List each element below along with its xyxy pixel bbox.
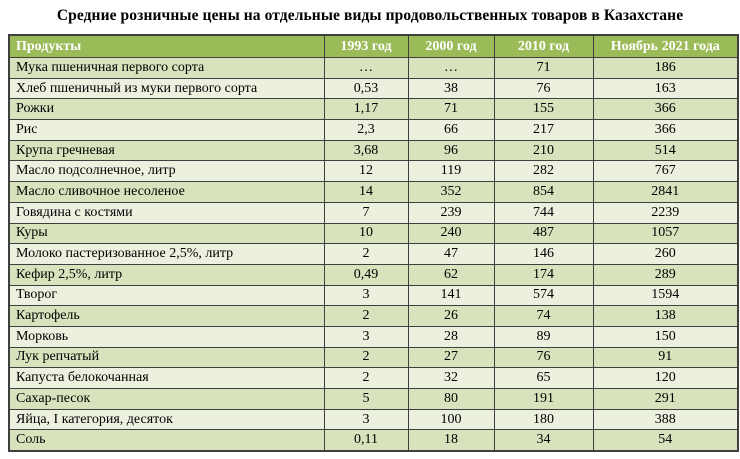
product-cell: Морковь [9, 326, 324, 347]
price-cell: 2 [324, 368, 408, 389]
prices-table [8, 34, 739, 452]
table-row [9, 389, 738, 410]
table-row [9, 223, 738, 244]
price-cell: 163 [593, 78, 738, 99]
price-cell: 0,49 [324, 264, 408, 285]
price-cell: 366 [593, 99, 738, 120]
price-cell: 1594 [593, 285, 738, 306]
price-cell: 120 [593, 368, 738, 389]
table-row [9, 99, 738, 120]
price-cell: 71 [408, 99, 494, 120]
price-cell: 239 [408, 202, 494, 223]
price-cell: 91 [593, 347, 738, 368]
price-cell: 150 [593, 326, 738, 347]
document-page [0, 6, 740, 452]
price-cell: 34 [494, 430, 593, 451]
price-cell: 2239 [593, 202, 738, 223]
price-cell: 744 [494, 202, 593, 223]
table-row [9, 202, 738, 223]
price-cell: 38 [408, 78, 494, 99]
product-cell: Яйца, I категория, десяток [9, 409, 324, 430]
price-cell: 388 [593, 409, 738, 430]
product-cell: Лук репчатый [9, 347, 324, 368]
product-cell: Хлеб пшеничный из муки первого сорта [9, 78, 324, 99]
product-cell: Крупа гречневая [9, 140, 324, 161]
price-cell: 100 [408, 409, 494, 430]
price-cell: 260 [593, 244, 738, 265]
price-cell: 3 [324, 409, 408, 430]
column-header-2000: 2000 год [408, 35, 494, 58]
price-cell: 62 [408, 264, 494, 285]
price-cell: 2 [324, 306, 408, 327]
price-cell: 366 [593, 120, 738, 141]
price-cell: 26 [408, 306, 494, 327]
table-row [9, 182, 738, 203]
price-cell: … [408, 58, 494, 79]
price-cell: 76 [494, 78, 593, 99]
table-row [9, 58, 738, 79]
product-cell: Молоко пастеризованное 2,5%, литр [9, 244, 324, 265]
price-cell: 14 [324, 182, 408, 203]
price-cell: 3 [324, 326, 408, 347]
table-row [9, 140, 738, 161]
price-cell: 5 [324, 389, 408, 410]
price-cell: 146 [494, 244, 593, 265]
price-cell: 54 [593, 430, 738, 451]
price-cell: 2 [324, 347, 408, 368]
product-cell: Говядина с костями [9, 202, 324, 223]
price-cell: 141 [408, 285, 494, 306]
product-cell: Кефир 2,5%, литр [9, 264, 324, 285]
product-cell: Соль [9, 430, 324, 451]
price-cell: 1,17 [324, 99, 408, 120]
product-cell: Масло подсолнечное, литр [9, 161, 324, 182]
price-cell: 291 [593, 389, 738, 410]
price-cell: 27 [408, 347, 494, 368]
price-cell: 514 [593, 140, 738, 161]
price-cell: 76 [494, 347, 593, 368]
price-cell: 80 [408, 389, 494, 410]
column-header-1993: 1993 год [324, 35, 408, 58]
product-cell: Творог [9, 285, 324, 306]
header-row [9, 35, 738, 58]
table-row [9, 430, 738, 451]
price-cell: 217 [494, 120, 593, 141]
product-cell: Сахар-песок [9, 389, 324, 410]
price-cell: 180 [494, 409, 593, 430]
price-cell: 138 [593, 306, 738, 327]
price-cell: 66 [408, 120, 494, 141]
price-cell: 71 [494, 58, 593, 79]
price-cell: 186 [593, 58, 738, 79]
price-cell: 7 [324, 202, 408, 223]
price-cell: 155 [494, 99, 593, 120]
table-row [9, 409, 738, 430]
table-row [9, 285, 738, 306]
price-cell: 282 [494, 161, 593, 182]
product-cell: Мука пшеничная первого сорта [9, 58, 324, 79]
price-cell: 352 [408, 182, 494, 203]
column-header-products: Продукты [9, 35, 324, 58]
column-header-nov-2021: Ноябрь 2021 года [593, 35, 738, 58]
price-cell: 3,68 [324, 140, 408, 161]
price-cell: 767 [593, 161, 738, 182]
price-cell: 2841 [593, 182, 738, 203]
price-cell: 210 [494, 140, 593, 161]
price-cell: 191 [494, 389, 593, 410]
price-cell: 2,3 [324, 120, 408, 141]
price-cell: 574 [494, 285, 593, 306]
product-cell: Масло сливочное несоленое [9, 182, 324, 203]
price-cell: 65 [494, 368, 593, 389]
product-cell: Куры [9, 223, 324, 244]
price-cell: 96 [408, 140, 494, 161]
price-cell: 289 [593, 264, 738, 285]
column-header-2010: 2010 год [494, 35, 593, 58]
table-row [9, 368, 738, 389]
price-cell: 89 [494, 326, 593, 347]
product-cell: Капуста белокочанная [9, 368, 324, 389]
price-cell: 1057 [593, 223, 738, 244]
price-cell: 0,53 [324, 78, 408, 99]
table-row [9, 347, 738, 368]
table-row [9, 306, 738, 327]
price-cell: 2 [324, 244, 408, 265]
table-row [9, 244, 738, 265]
price-cell: 240 [408, 223, 494, 244]
price-cell: 47 [408, 244, 494, 265]
page-title: Средние розничные цены на отдельные виды продовольственных товаров в Казахстане [56, 7, 684, 24]
table-body [9, 58, 738, 452]
table-row [9, 264, 738, 285]
price-cell: 10 [324, 223, 408, 244]
price-cell: 28 [408, 326, 494, 347]
product-cell: Картофель [9, 306, 324, 327]
price-cell: 487 [494, 223, 593, 244]
price-cell: 0,11 [324, 430, 408, 451]
table-row [9, 161, 738, 182]
product-cell: Рис [9, 120, 324, 141]
table-row [9, 120, 738, 141]
price-cell: 3 [324, 285, 408, 306]
price-cell: … [324, 58, 408, 79]
price-cell: 854 [494, 182, 593, 203]
price-cell: 12 [324, 161, 408, 182]
product-cell: Рожки [9, 99, 324, 120]
table-row [9, 326, 738, 347]
price-cell: 174 [494, 264, 593, 285]
price-cell: 32 [408, 368, 494, 389]
price-cell: 119 [408, 161, 494, 182]
price-cell: 74 [494, 306, 593, 327]
table-row [9, 78, 738, 99]
price-cell: 18 [408, 430, 494, 451]
